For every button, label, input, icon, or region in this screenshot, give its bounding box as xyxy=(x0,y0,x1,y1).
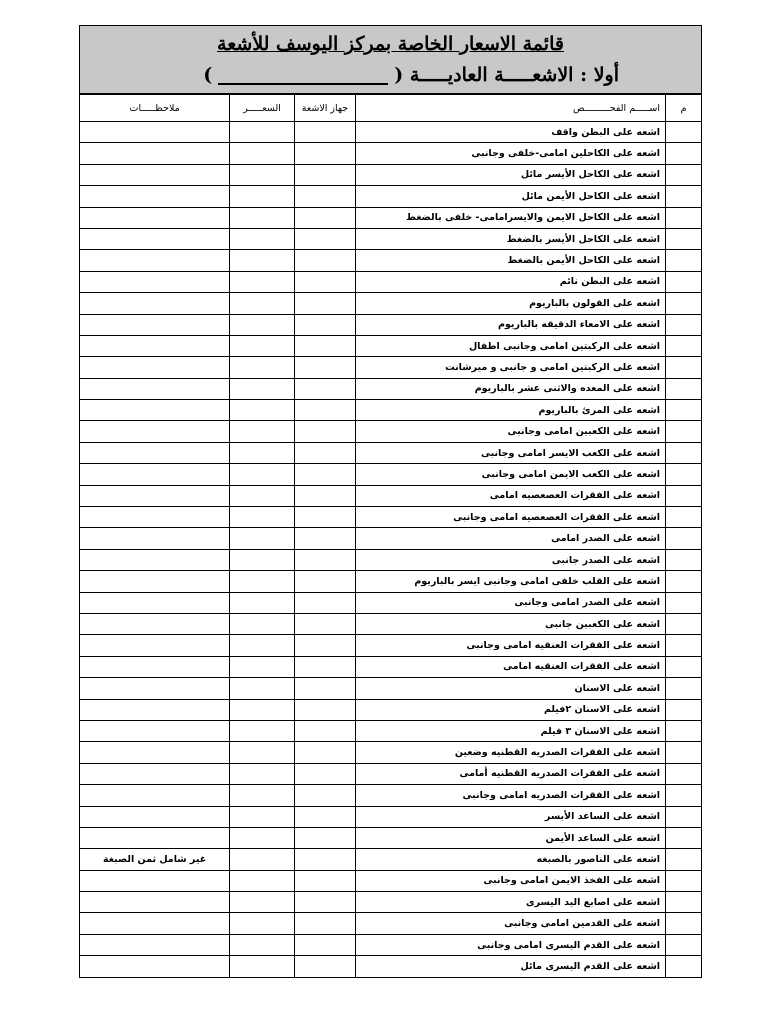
price-cell xyxy=(230,806,295,827)
row-number-cell xyxy=(666,250,702,271)
notes-cell xyxy=(80,549,230,570)
row-number-cell xyxy=(666,656,702,677)
device-cell xyxy=(294,186,355,207)
table-row xyxy=(80,164,702,185)
device-cell xyxy=(294,827,355,848)
table-row xyxy=(80,613,702,634)
exam-name-cell: اشعه على القدم اليسرى امامى وجانبى xyxy=(356,934,666,955)
price-cell xyxy=(230,678,295,699)
notes-cell xyxy=(80,207,230,228)
device-cell xyxy=(294,849,355,870)
table-row xyxy=(80,571,702,592)
table-row xyxy=(80,913,702,934)
table-row xyxy=(80,485,702,506)
sheet-header xyxy=(79,25,702,94)
device-cell xyxy=(294,314,355,335)
table-row xyxy=(80,656,702,677)
exam-name-cell: اشعه على الساعد الأيسر xyxy=(356,806,666,827)
table-row xyxy=(80,827,702,848)
row-number-cell xyxy=(666,335,702,356)
table-row xyxy=(80,464,702,485)
device-cell xyxy=(294,485,355,506)
device-cell xyxy=(294,571,355,592)
price-cell xyxy=(230,892,295,913)
exam-name-cell: اشعه على المرئ بالباريوم xyxy=(356,400,666,421)
notes-cell xyxy=(80,378,230,399)
row-number-cell xyxy=(666,549,702,570)
device-cell xyxy=(294,378,355,399)
row-number-cell xyxy=(666,186,702,207)
device-cell xyxy=(294,250,355,271)
price-cell xyxy=(230,250,295,271)
exam-name-cell: اشعه على الفخذ الايمن امامى وجانبى xyxy=(356,870,666,891)
price-cell xyxy=(230,421,295,442)
row-number-cell xyxy=(666,870,702,891)
row-number-cell xyxy=(666,485,702,506)
price-cell xyxy=(230,335,295,356)
table-row xyxy=(80,507,702,528)
row-number-cell xyxy=(666,314,702,335)
table-row xyxy=(80,635,702,656)
notes-cell xyxy=(80,271,230,292)
row-number-cell xyxy=(666,400,702,421)
table-row xyxy=(80,186,702,207)
price-cell xyxy=(230,143,295,164)
table-row xyxy=(80,528,702,549)
table-row xyxy=(80,549,702,570)
row-number-cell xyxy=(666,592,702,613)
device-cell xyxy=(294,207,355,228)
price-cell xyxy=(230,956,295,977)
device-cell xyxy=(294,549,355,570)
notes-cell xyxy=(80,143,230,164)
notes-cell xyxy=(80,592,230,613)
notes-cell xyxy=(80,742,230,763)
row-number-cell xyxy=(666,720,702,741)
price-cell xyxy=(230,271,295,292)
device-cell xyxy=(294,464,355,485)
price-cell xyxy=(230,314,295,335)
device-cell xyxy=(294,335,355,356)
notes-cell xyxy=(80,571,230,592)
table-body xyxy=(80,122,702,978)
row-number-cell xyxy=(666,849,702,870)
price-cell xyxy=(230,742,295,763)
price-cell xyxy=(230,656,295,677)
exam-name-cell: اشعه على الكعبين جانبى xyxy=(356,613,666,634)
section-label: أولا : الاشعـــــة العاديـــــة xyxy=(409,64,619,86)
price-cell xyxy=(230,763,295,784)
price-cell xyxy=(230,228,295,249)
notes-cell xyxy=(80,335,230,356)
price-table xyxy=(79,94,702,978)
device-cell xyxy=(294,785,355,806)
row-number-cell xyxy=(666,678,702,699)
row-number-cell xyxy=(666,164,702,185)
price-cell xyxy=(230,507,295,528)
table-row xyxy=(80,400,702,421)
exam-name-cell: اشعه على الفقرات الصدريه القطنيه أمامى xyxy=(356,763,666,784)
price-cell xyxy=(230,164,295,185)
exam-name-cell: اشعه على القلب خلفى امامى وجانبى ايسر بالباريوم xyxy=(356,571,666,592)
notes-cell xyxy=(80,870,230,891)
notes-cell xyxy=(80,827,230,848)
exam-name-cell: اشعه على الاسنان xyxy=(356,678,666,699)
notes-cell xyxy=(80,892,230,913)
table-row xyxy=(80,421,702,442)
notes-cell xyxy=(80,464,230,485)
device-cell xyxy=(294,357,355,378)
row-number-cell xyxy=(666,442,702,463)
price-cell xyxy=(230,870,295,891)
table-row xyxy=(80,335,702,356)
notes-cell xyxy=(80,250,230,271)
price-list-sheet xyxy=(79,25,702,978)
exam-name-cell: اشعه على الاسنان ٢فيلم xyxy=(356,699,666,720)
row-number-cell xyxy=(666,271,702,292)
exam-name-cell: اشعه على الركبتين امامى وجانبى اطفال xyxy=(356,335,666,356)
table-row xyxy=(80,143,702,164)
notes-cell xyxy=(80,656,230,677)
price-cell xyxy=(230,635,295,656)
row-number-cell xyxy=(666,378,702,399)
row-number-cell xyxy=(666,763,702,784)
price-cell xyxy=(230,720,295,741)
notes-cell xyxy=(80,785,230,806)
table-row xyxy=(80,720,702,741)
notes-cell xyxy=(80,314,230,335)
exam-name-cell: اشعه على الصدر امامى وجانبى xyxy=(356,592,666,613)
table-row xyxy=(80,699,702,720)
col-header-device: جهاز الاشعة xyxy=(294,95,355,122)
exam-name-cell: اشعه على الصدر امامى xyxy=(356,528,666,549)
exam-name-cell: اشعه على الفقرات العصعصيه امامى وجانبى xyxy=(356,507,666,528)
table-row xyxy=(80,122,702,143)
notes-cell xyxy=(80,528,230,549)
device-cell xyxy=(294,400,355,421)
device-cell xyxy=(294,699,355,720)
row-number-cell xyxy=(666,913,702,934)
exam-name-cell: اشعه على الفقرات الصدريه امامى وجانبى xyxy=(356,785,666,806)
table-row xyxy=(80,934,702,955)
device-cell xyxy=(294,656,355,677)
table-row xyxy=(80,357,702,378)
device-cell xyxy=(294,507,355,528)
table-row xyxy=(80,892,702,913)
exam-name-cell: اشعه على الكعب الايمن امامى وجانبى xyxy=(356,464,666,485)
price-cell xyxy=(230,442,295,463)
table-row xyxy=(80,378,702,399)
row-number-cell xyxy=(666,507,702,528)
exam-name-cell: اشعه على الفقرات العنقيه امامى xyxy=(356,656,666,677)
exam-name-cell: اشعه على الكاحل الأيمن مائل xyxy=(356,186,666,207)
price-cell xyxy=(230,827,295,848)
table-row xyxy=(80,763,702,784)
exam-name-cell: اشعه على الكاحل الأيسر بالضغط xyxy=(356,228,666,249)
exam-name-cell: اشعه على الناصور بالصبغه xyxy=(356,849,666,870)
table-header-row xyxy=(80,95,702,122)
exam-name-cell: اشعه على الكاحل الأيسر مائل xyxy=(356,164,666,185)
device-cell xyxy=(294,228,355,249)
exam-name-cell: اشعه على الفقرات العصعصيه امامى xyxy=(356,485,666,506)
exam-name-cell: اشعه على الاسنان ٣ فيلم xyxy=(356,720,666,741)
row-number-cell xyxy=(666,421,702,442)
device-cell xyxy=(294,720,355,741)
price-cell xyxy=(230,849,295,870)
notes-cell xyxy=(80,678,230,699)
price-cell xyxy=(230,785,295,806)
exam-name-cell: اشعه على الفقرات العنقيه امامى وجانبى xyxy=(356,635,666,656)
table-row xyxy=(80,806,702,827)
row-number-cell xyxy=(666,956,702,977)
table-row xyxy=(80,271,702,292)
notes-cell xyxy=(80,357,230,378)
notes-cell xyxy=(80,442,230,463)
page-title: قائمة الاسعار الخاصة بمركز اليوسف للأشعة xyxy=(217,33,564,55)
device-cell xyxy=(294,271,355,292)
exam-name-cell: اشعه على القولون بالباريوم xyxy=(356,293,666,314)
notes-cell xyxy=(80,635,230,656)
price-cell xyxy=(230,485,295,506)
exam-name-cell: اشعه على الساعد الأيمن xyxy=(356,827,666,848)
row-number-cell xyxy=(666,892,702,913)
table-row xyxy=(80,849,702,870)
price-cell xyxy=(230,357,295,378)
notes-cell xyxy=(80,913,230,934)
col-header-price: السعـــــر xyxy=(230,95,295,122)
notes-cell xyxy=(80,763,230,784)
exam-name-cell: اشعه على الركبتين امامى و جانبى و ميرشانت xyxy=(356,357,666,378)
col-header-name: اســـــم الفحـــــــــص xyxy=(356,95,666,122)
notes-cell xyxy=(80,293,230,314)
price-cell xyxy=(230,934,295,955)
device-cell xyxy=(294,613,355,634)
row-number-cell xyxy=(666,357,702,378)
table-row xyxy=(80,293,702,314)
device-cell xyxy=(294,143,355,164)
table-row xyxy=(80,314,702,335)
price-cell xyxy=(230,699,295,720)
device-cell xyxy=(294,442,355,463)
price-cell xyxy=(230,613,295,634)
paren-close: ) xyxy=(203,64,213,86)
row-number-cell xyxy=(666,934,702,955)
exam-name-cell: اشعه على الفقرات الصدريه القطنيه وضعين xyxy=(356,742,666,763)
device-cell xyxy=(294,528,355,549)
price-cell xyxy=(230,592,295,613)
table-row xyxy=(80,207,702,228)
table-row xyxy=(80,678,702,699)
row-number-cell xyxy=(666,806,702,827)
exam-name-cell: اشعه على البطن نائم xyxy=(356,271,666,292)
device-cell xyxy=(294,913,355,934)
notes-cell xyxy=(80,934,230,955)
device-cell xyxy=(294,421,355,442)
notes-cell xyxy=(80,806,230,827)
price-cell xyxy=(230,400,295,421)
section-subtitle xyxy=(110,62,619,88)
notes-cell xyxy=(80,164,230,185)
paren-open: ( xyxy=(394,64,404,86)
price-cell xyxy=(230,378,295,399)
device-cell xyxy=(294,763,355,784)
exam-name-cell: اشعه على القدمين امامى وجانبى xyxy=(356,913,666,934)
notes-cell xyxy=(80,228,230,249)
device-cell xyxy=(294,870,355,891)
price-cell xyxy=(230,186,295,207)
device-cell xyxy=(294,678,355,699)
device-cell xyxy=(294,293,355,314)
price-cell xyxy=(230,571,295,592)
table-row xyxy=(80,442,702,463)
device-cell xyxy=(294,806,355,827)
notes-cell xyxy=(80,720,230,741)
notes-cell xyxy=(80,421,230,442)
price-cell xyxy=(230,293,295,314)
row-number-cell xyxy=(666,742,702,763)
row-number-cell xyxy=(666,143,702,164)
exam-name-cell: اشعه على الامعاء الدقيقه بالباريوم xyxy=(356,314,666,335)
device-cell xyxy=(294,934,355,955)
notes-cell xyxy=(80,507,230,528)
notes-cell xyxy=(80,400,230,421)
table-row xyxy=(80,870,702,891)
notes-cell xyxy=(80,485,230,506)
row-number-cell xyxy=(666,699,702,720)
device-cell xyxy=(294,892,355,913)
price-cell xyxy=(230,122,295,143)
row-number-cell xyxy=(666,613,702,634)
row-number-cell xyxy=(666,228,702,249)
exam-name-cell: اشعه على الكاحلين امامى-خلفى وجانبى xyxy=(356,143,666,164)
row-number-cell xyxy=(666,528,702,549)
device-cell xyxy=(294,742,355,763)
row-number-cell xyxy=(666,122,702,143)
col-header-num: م xyxy=(666,95,702,122)
table-row xyxy=(80,785,702,806)
row-number-cell xyxy=(666,207,702,228)
price-cell xyxy=(230,913,295,934)
exam-name-cell: اشعه على اصابع اليد اليسرى xyxy=(356,892,666,913)
row-number-cell xyxy=(666,827,702,848)
price-cell xyxy=(230,464,295,485)
row-number-cell xyxy=(666,464,702,485)
exam-name-cell: اشعه على القدم اليسرى مائل xyxy=(356,956,666,977)
notes-cell xyxy=(80,186,230,207)
notes-cell xyxy=(80,699,230,720)
category-blank xyxy=(218,67,388,85)
device-cell xyxy=(294,164,355,185)
exam-name-cell: اشعه على الصدر جانبى xyxy=(356,549,666,570)
device-cell xyxy=(294,956,355,977)
exam-name-cell: اشعه على الكاحل الايمن والايسرامامى- خلفى بالضغط xyxy=(356,207,666,228)
row-number-cell xyxy=(666,571,702,592)
table-row xyxy=(80,592,702,613)
exam-name-cell: اشعه على الكاحل الأيمن بالضغط xyxy=(356,250,666,271)
device-cell xyxy=(294,592,355,613)
exam-name-cell: اشعه على الكعب الايسر امامى وجانبى xyxy=(356,442,666,463)
exam-name-cell: اشعه على الكعبين امامى وجانبى xyxy=(356,421,666,442)
table-row xyxy=(80,228,702,249)
row-number-cell xyxy=(666,293,702,314)
row-number-cell xyxy=(666,635,702,656)
price-cell xyxy=(230,528,295,549)
table-row xyxy=(80,250,702,271)
notes-cell xyxy=(80,122,230,143)
table-row xyxy=(80,742,702,763)
price-cell xyxy=(230,207,295,228)
exam-name-cell: اشعه على البطن واقف xyxy=(356,122,666,143)
table-row xyxy=(80,956,702,977)
device-cell xyxy=(294,635,355,656)
device-cell xyxy=(294,122,355,143)
notes-cell xyxy=(80,613,230,634)
notes-cell xyxy=(80,956,230,977)
exam-name-cell: اشعه على المعده والاثنى عشر بالباريوم xyxy=(356,378,666,399)
col-header-notes: ملاحظـــــات xyxy=(80,95,230,122)
notes-cell: غير شامل ثمن الصبغة xyxy=(80,849,230,870)
price-cell xyxy=(230,549,295,570)
row-number-cell xyxy=(666,785,702,806)
